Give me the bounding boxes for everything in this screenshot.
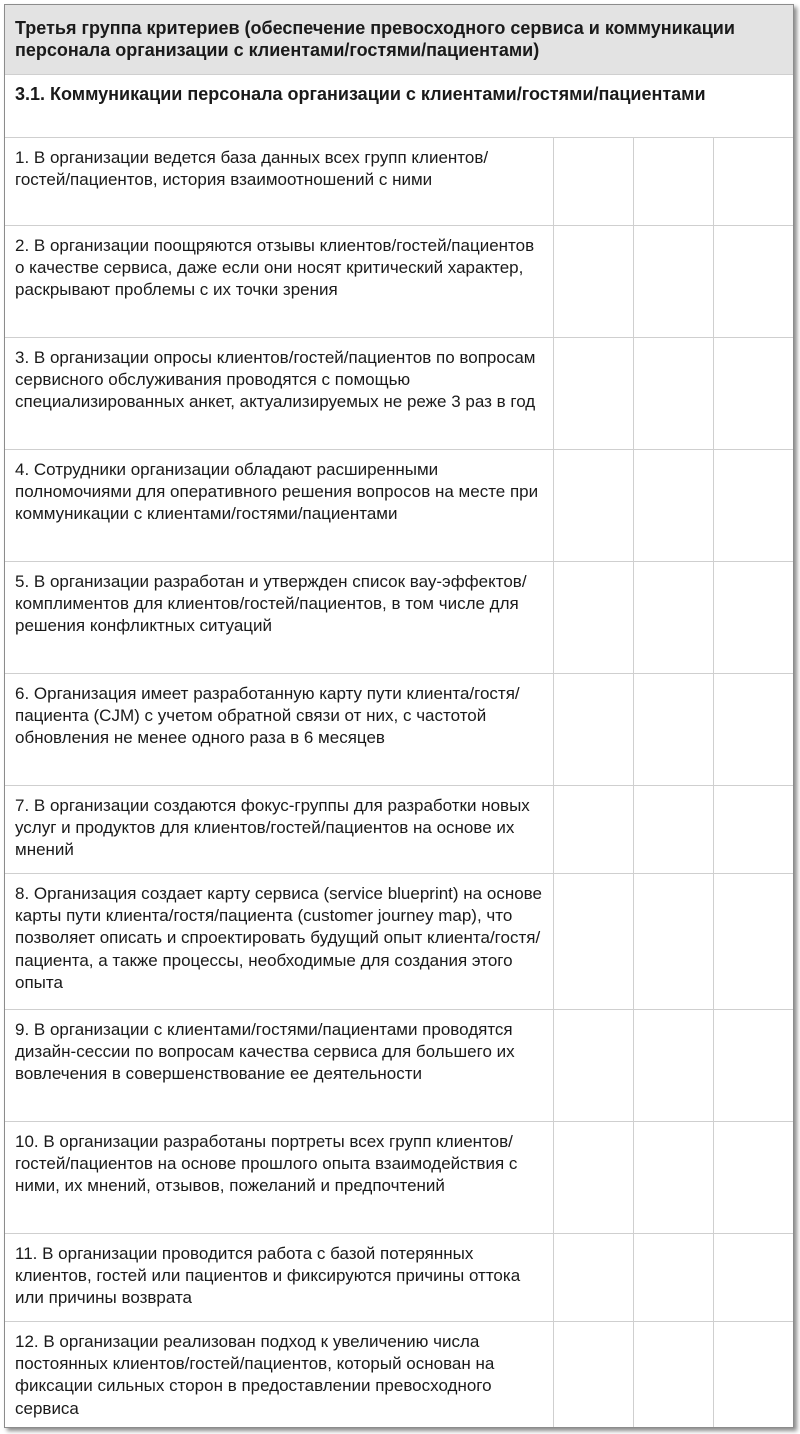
score-cell-1[interactable] [553,873,633,1009]
score-cell-2[interactable] [633,1009,713,1121]
table-row [5,337,793,449]
criterion-text: 7. В организации создаются фокус-группы для разработки новых услуг и продуктов для клиентов/гостей/пациентов на основе их мнений [5,785,553,873]
table-row [5,673,793,785]
score-cell-3[interactable] [713,1233,793,1321]
table-row [5,137,793,225]
criterion-text: 3. В организации опросы клиентов/гостей/пациентов по вопросам сервисного обслуживания проводятся с помощью специализированных анкет, актуализируемых не реже 3 раз в год [5,337,553,449]
score-cell-2[interactable] [633,449,713,561]
score-cell-3[interactable] [713,561,793,673]
score-cell-1[interactable] [553,785,633,873]
score-cell-2[interactable] [633,1121,713,1233]
score-cell-3[interactable] [713,873,793,1009]
table-row [5,1009,793,1121]
score-cell-3[interactable] [713,449,793,561]
score-cell-1[interactable] [553,1233,633,1321]
section-title: 3.1. Коммуникации персонала организации с клиентами/гостями/пациентами [5,74,793,137]
criteria-table [5,5,793,1428]
score-cell-2[interactable] [633,337,713,449]
score-cell-3[interactable] [713,1121,793,1233]
score-cell-1[interactable] [553,337,633,449]
score-cell-3[interactable] [713,785,793,873]
score-cell-1[interactable] [553,561,633,673]
criterion-text: 4. Сотрудники организации обладают расширенными полномочиями для оперативного решения вопросов на месте при коммуникации с клиентами/гостями/пациентами [5,449,553,561]
score-cell-1[interactable] [553,225,633,337]
criterion-text: 2. В организации поощряются отзывы клиентов/гостей/пациентов о качестве сервиса, даже если они носят критический характер, раскрывают проблемы с их точки зрения [5,225,553,337]
score-cell-3[interactable] [713,1321,793,1428]
score-cell-2[interactable] [633,673,713,785]
score-cell-3[interactable] [713,673,793,785]
score-cell-1[interactable] [553,673,633,785]
score-cell-1[interactable] [553,449,633,561]
table-row [5,1121,793,1233]
criterion-text: 12. В организации реализован подход к увеличению числа постоянных клиентов/гостей/пациентов, который основан на фиксации сильных сторон в предоставлении превосходного сервиса [5,1321,553,1428]
score-cell-2[interactable] [633,785,713,873]
document-frame [4,4,794,1428]
score-cell-1[interactable] [553,1009,633,1121]
score-cell-2[interactable] [633,1321,713,1428]
table-row [5,225,793,337]
score-cell-3[interactable] [713,137,793,225]
score-cell-2[interactable] [633,873,713,1009]
table-row [5,1321,793,1428]
score-cell-3[interactable] [713,1009,793,1121]
criterion-text: 8. Организация создает карту сервиса (service blueprint) на основе карты пути клиента/гостя/пациента (customer journey map), что позволяет описать и спроектировать будущий опыт клиента/гостя/пациента, а также процессы, необходимые для создания этого опыта [5,873,553,1009]
table-row [5,785,793,873]
score-cell-2[interactable] [633,1233,713,1321]
criterion-text: 5. В организации разработан и утвержден список вау-эффектов/комплиментов для клиентов/гостей/пациентов, в том числе для решения конфликтных ситуаций [5,561,553,673]
criterion-text: 6. Организация имеет разработанную карту пути клиента/гостя/пациента (CJM) с учетом обратной связи от них, с частотой обновления не менее одного раза в 6 месяцев [5,673,553,785]
score-cell-2[interactable] [633,137,713,225]
table-row [5,561,793,673]
score-cell-1[interactable] [553,1321,633,1428]
table-row [5,1233,793,1321]
score-cell-1[interactable] [553,137,633,225]
criterion-text: 9. В организации с клиентами/гостями/пациентами проводятся дизайн-сессии по вопросам качества сервиса для большего их вовлечения в совершенствование ее деятельности [5,1009,553,1121]
score-cell-3[interactable] [713,337,793,449]
table-row [5,449,793,561]
title-row [5,5,793,74]
score-cell-2[interactable] [633,225,713,337]
score-cell-3[interactable] [713,225,793,337]
score-cell-2[interactable] [633,561,713,673]
criterion-text: 10. В организации разработаны портреты всех групп клиентов/гостей/пациентов на основе прошлого опыта взаимодействия с ними, их мнений, отзывов, пожеланий и предпочтений [5,1121,553,1233]
table-row [5,873,793,1009]
score-cell-1[interactable] [553,1121,633,1233]
group-title: Третья группа критериев (обеспечение превосходного сервиса и коммуникации персонала организации с клиентами/гостями/пациентами) [5,5,793,74]
criterion-text: 1. В организации ведется база данных всех групп клиентов/гостей/пациентов, история взаимоотношений с ними [5,137,553,225]
criterion-text: 11. В организации проводится работа с базой потерянных клиентов, гостей или пациентов и фиксируются причины оттока или причины возврата [5,1233,553,1321]
section-row [5,74,793,137]
